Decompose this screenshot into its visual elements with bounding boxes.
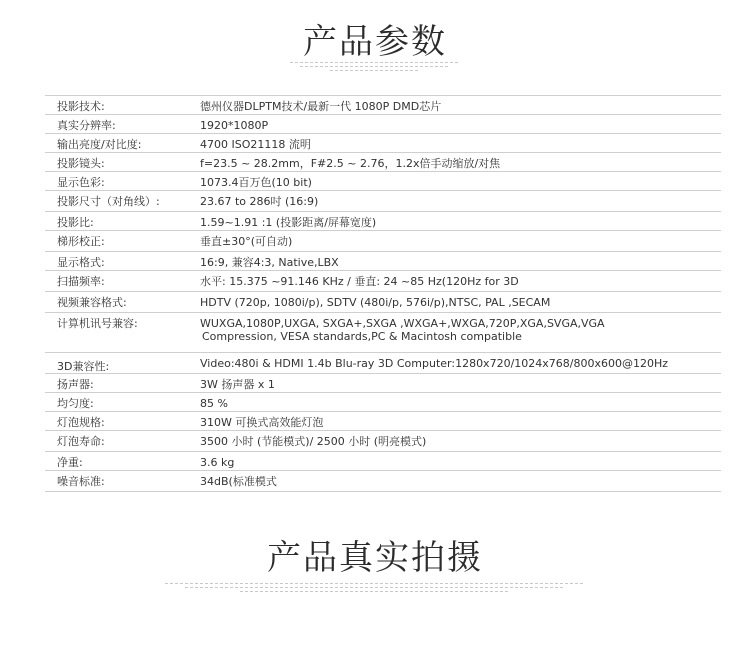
spec-value-line: 1073.4百万色(10 bit) bbox=[200, 176, 312, 189]
spec-row bbox=[45, 252, 721, 271]
spec-value bbox=[193, 96, 721, 115]
spec-label: 均匀度: bbox=[45, 393, 193, 412]
spec-label: 计算机讯号兼容: bbox=[45, 313, 193, 353]
spec-value-line: 1920*1080P bbox=[200, 119, 269, 132]
spec-row bbox=[45, 452, 721, 471]
spec-value bbox=[193, 115, 721, 134]
spec-label: 扫描频率: bbox=[45, 271, 193, 292]
spec-value-line: HDTV (720p, 1080i/p), SDTV (480i/p, 576i/p),NTSC, PAL ,SECAM bbox=[200, 296, 551, 309]
spec-value bbox=[193, 452, 721, 471]
spec-value-line: 4700 ISO21118 流明 bbox=[200, 138, 311, 151]
spec-row bbox=[45, 353, 721, 374]
spec-label: 噪音标准: bbox=[45, 471, 193, 492]
spec-value bbox=[193, 271, 721, 292]
spec-value bbox=[193, 313, 721, 353]
spec-label: 真实分辨率: bbox=[45, 115, 193, 134]
spec-label: 灯泡规格: bbox=[45, 412, 193, 431]
spec-value bbox=[193, 393, 721, 412]
spec-label: 显示格式: bbox=[45, 252, 193, 271]
spec-label: 投影比: bbox=[45, 212, 193, 231]
spec-value-line: 1.59~1.91 :1 (投影距离/屏幕宽度) bbox=[200, 216, 377, 229]
spec-row bbox=[45, 412, 721, 431]
spec-row bbox=[45, 271, 721, 292]
spec-row bbox=[45, 134, 721, 153]
spec-value bbox=[193, 153, 721, 172]
section-title-specs: 产品参数 bbox=[303, 22, 447, 62]
spec-value bbox=[193, 231, 721, 252]
spec-value-line: 310W 可换式高效能灯泡 bbox=[200, 416, 324, 429]
spec-row bbox=[45, 292, 721, 313]
spec-label: 扬声器: bbox=[45, 374, 193, 393]
spec-row bbox=[45, 191, 721, 212]
spec-value-line: 23.67 to 286吋 (16:9) bbox=[200, 195, 319, 208]
section-title-real-photos: 产品真实拍摄 bbox=[267, 538, 483, 578]
spec-value-line: 垂直±30°(可自动) bbox=[200, 235, 293, 248]
spec-value bbox=[193, 353, 721, 374]
spec-value bbox=[193, 374, 721, 393]
spec-value-line: 85 % bbox=[200, 397, 228, 410]
spec-row bbox=[45, 96, 721, 115]
spec-label: 3D兼容性: bbox=[45, 353, 193, 374]
spec-value bbox=[193, 471, 721, 492]
spec-row bbox=[45, 313, 721, 353]
spec-value-line: 水平: 15.375 ~91.146 KHz / 垂直: 24 ~85 Hz(120Hz for 3D bbox=[200, 275, 519, 288]
spec-row bbox=[45, 212, 721, 231]
spec-row bbox=[45, 471, 721, 492]
spec-label: 梯形校正: bbox=[45, 231, 193, 252]
spec-label: 净重: bbox=[45, 452, 193, 471]
spec-label: 投影尺寸（对角线）: bbox=[45, 191, 193, 212]
spec-label: 输出亮度/对比度: bbox=[45, 134, 193, 153]
decorative-text-lines bbox=[0, 62, 750, 71]
spec-value-line: 16:9, 兼容4:3, Native,LBX bbox=[200, 256, 339, 269]
spec-value bbox=[193, 212, 721, 231]
spec-value-line: 3W 扬声器 x 1 bbox=[200, 378, 275, 391]
spec-value-line: Compression, VESA standards,PC & Macintosh compatible bbox=[202, 330, 522, 343]
spec-row bbox=[45, 172, 721, 191]
specs-table bbox=[45, 95, 721, 492]
spec-value bbox=[193, 431, 721, 452]
spec-row bbox=[45, 153, 721, 172]
spec-value-line: 德州仪器DLPTM技术/最新一代 1080P DMD芯片 bbox=[200, 100, 442, 113]
spec-row bbox=[45, 393, 721, 412]
spec-row bbox=[45, 115, 721, 134]
spec-value-line: 3.6 kg bbox=[200, 456, 235, 469]
spec-row bbox=[45, 231, 721, 252]
spec-label: 投影镜头: bbox=[45, 153, 193, 172]
spec-label: 视频兼容格式: bbox=[45, 292, 193, 313]
spec-value-line: 3500 小时 (节能模式)/ 2500 小时 (明亮模式) bbox=[200, 435, 427, 448]
spec-value bbox=[193, 172, 721, 191]
spec-value bbox=[193, 191, 721, 212]
spec-row bbox=[45, 374, 721, 393]
spec-value-line: f=23.5 ~ 28.2mm，F#2.5 ~ 2.76，1.2x倍手动缩放/对焦 bbox=[200, 157, 501, 170]
spec-row bbox=[45, 431, 721, 452]
spec-label: 投影技术: bbox=[45, 96, 193, 115]
spec-value bbox=[193, 292, 721, 313]
spec-value bbox=[193, 252, 721, 271]
spec-value-line: Video:480i & HDMI 1.4b Blu-ray 3D Computer:1280x720/1024x768/800x600@120Hz bbox=[200, 357, 669, 370]
decorative-text-lines bbox=[0, 583, 750, 592]
spec-value bbox=[193, 412, 721, 431]
spec-label: 显示色彩: bbox=[45, 172, 193, 191]
spec-value bbox=[193, 134, 721, 153]
spec-label: 灯泡寿命: bbox=[45, 431, 193, 452]
spec-value-line: WUXGA,1080P,UXGA, SXGA+,SXGA ,WXGA+,WXGA,720P,XGA,SVGA,VGA bbox=[200, 317, 605, 330]
spec-value-line: 34dB(标准模式 bbox=[200, 475, 277, 488]
